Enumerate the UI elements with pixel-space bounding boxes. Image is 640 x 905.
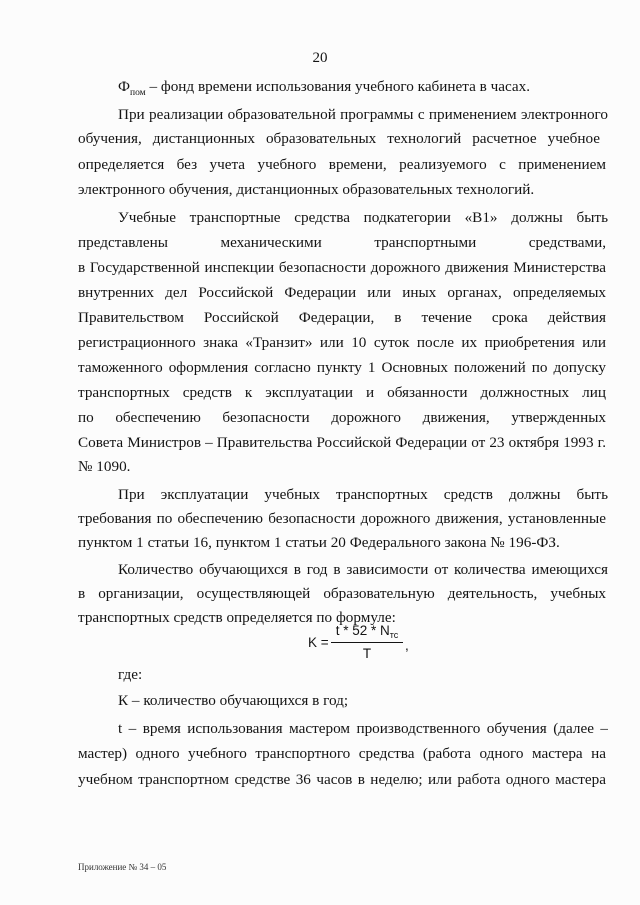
- formula-trailing-comma: ,: [405, 638, 409, 653]
- para1-line2-text: обучения, дистанционных образовательных технологий расчетное учебное: [78, 130, 600, 147]
- fraction-bar: [331, 642, 403, 643]
- para2-line2: представлены механическими транспортными средствами,: [78, 234, 606, 251]
- para2-line11: № 1090.: [78, 458, 131, 475]
- where-label: где:: [118, 666, 143, 683]
- phi-subscript: пом: [130, 88, 146, 98]
- para2-line10: Совета Министров – Правительства Российской Федерации от 23 октября 1993 г.: [78, 434, 606, 451]
- para2-line4: внутренних дел Российской Федерации или иных органах, определяемых: [78, 284, 606, 301]
- formula-numerator-subscript: тс: [389, 630, 399, 640]
- para1-line1: При реализации образовательной программы с применением электронного: [118, 106, 608, 123]
- formula-fraction: [331, 622, 403, 663]
- phi-definition-text: – фонд времени использования учебного кабинета в часах.: [145, 78, 531, 95]
- page-number: 20: [312, 50, 328, 66]
- para1-line2: [78, 130, 600, 148]
- para2-line8: транспортных средств к эксплуатации и обязанности должностных лиц: [78, 384, 606, 401]
- para5-line3: учебном транспортном средстве 36 часов в неделю; или работа одного мастера: [78, 771, 606, 788]
- para2-line7: таможенного оформления согласно пункту 1 Основных положений по допуску: [78, 359, 606, 376]
- definition-k: К – количество обучающихся в год;: [118, 692, 349, 709]
- para3-line1: При эксплуатации учебных транспортных средств должны быть: [118, 486, 608, 503]
- definition-phi-line: [118, 78, 530, 98]
- para5-line2: мастер) одного учебного транспортного средства (работа одного мастера на: [78, 745, 606, 762]
- formula-denominator: T: [362, 646, 372, 661]
- para3-line2: требования по обеспечению безопасности дорожного движения, установленные: [78, 510, 606, 527]
- para4-line3: транспортных средств определяется по формуле:: [78, 609, 396, 626]
- para2-line6: регистрационного знака «Транзит» или 10 суток после их приобретения или: [78, 334, 606, 351]
- para1-line3: определяется без учета учебного времени, реализуемого с применением: [78, 156, 606, 173]
- page-footer: Приложение № 34 – 05: [78, 862, 167, 872]
- para3-line3: пунктом 1 статьи 16, пунктом 1 статьи 20 Федерального закона № 196-ФЗ.: [78, 534, 560, 551]
- para4-line1: Количество обучающихся в год в зависимости от количества имеющихся: [118, 561, 608, 578]
- phi-symbol: Ф: [118, 78, 130, 95]
- para5-line1: t – время использования мастером производственного обучения (далее –: [118, 720, 608, 737]
- formula-numerator: [331, 622, 403, 641]
- para2-line1: Учебные транспортные средства подкатегории «В1» должны быть: [118, 209, 608, 226]
- para4-line2: в организации, осуществляющей образовательную деятельность, учебных: [78, 585, 606, 602]
- para2-line5: Правительством Российской Федерации, в течение срока действия: [78, 309, 606, 326]
- formula: [308, 622, 418, 666]
- formula-numerator-text: t * 52 * N: [335, 623, 390, 638]
- para2-line3: в Государственной инспекции безопасности дорожного движения Министерства: [78, 259, 606, 276]
- para1-line4: электронного обучения, дистанционных образовательных технологий.: [78, 181, 535, 198]
- para2-line9: по обеспечению безопасности дорожного движения, утвержденных: [78, 409, 606, 426]
- formula-lhs: K =: [308, 635, 329, 650]
